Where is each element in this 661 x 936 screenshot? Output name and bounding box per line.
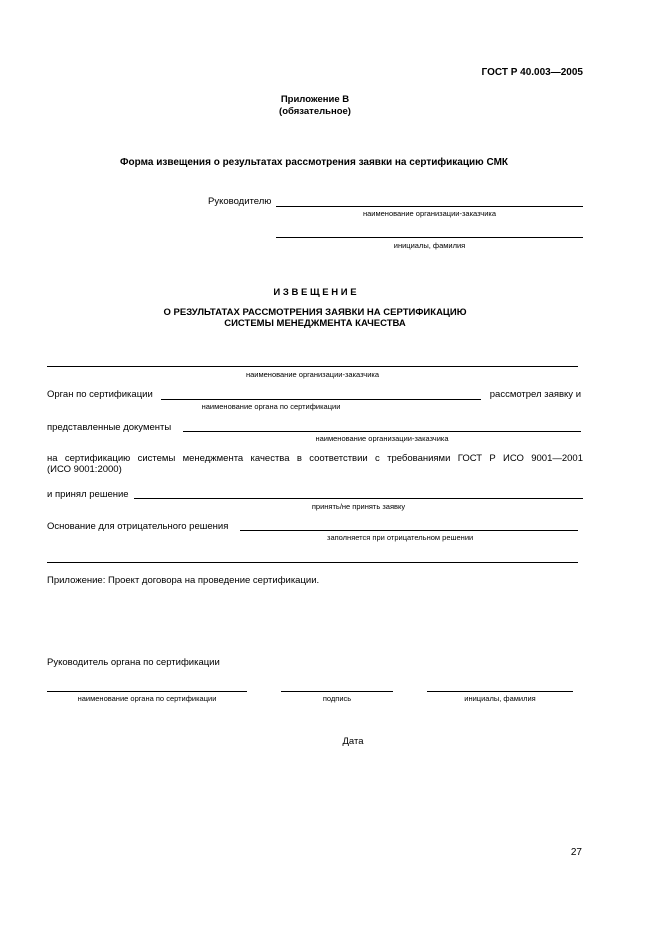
cert-body-label: Орган по сертификации: [47, 389, 153, 400]
reviewed-label: рассмотрел заявку и: [489, 389, 581, 400]
requirements-text: на сертификацию системы менеджмента качества в соответствии с требованиями ГОСТ Р ИСО 9001—2001: [47, 453, 583, 464]
standard-code: ГОСТ Р 40.003—2005: [481, 67, 583, 78]
notice-subheading-2: СИСТЕМЫ МЕНЕДЖМЕНТА КАЧЕСТВА: [224, 318, 406, 329]
appendix-status: (обязательное): [279, 106, 351, 117]
addressee-org-line: [276, 206, 583, 207]
caption-grounds: заполняется при отрицательном решении: [327, 533, 474, 542]
caption-customer-org: наименование организации-заказчика: [245, 370, 380, 379]
caption-signature-name: инициалы, фамилия: [464, 694, 536, 703]
notice-subheading-1: О РЕЗУЛЬТАТАХ РАССМОТРЕНИЯ ЗАЯВКИ НА СЕРТИФИКАЦИЮ: [163, 307, 467, 318]
caption-signature-body: наименование органа по сертификации: [77, 694, 217, 703]
signature-name-line: [427, 691, 573, 692]
cert-body-line: [161, 399, 481, 400]
caption-addressee-org: наименование организации-заказчика: [362, 209, 497, 218]
addressee-name-line: [276, 237, 583, 238]
grounds-label: Основание для отрицательного решения: [47, 521, 229, 532]
notice-heading: И З В Е Щ Е Н И Е: [273, 287, 357, 298]
submitted-label: представленные документы: [47, 422, 172, 433]
caption-signature-sign: подпись: [322, 694, 352, 703]
appendix-title: Приложение В: [280, 94, 350, 105]
signature-sign-line: [281, 691, 393, 692]
signature-body-line: [47, 691, 247, 692]
addressee-label: Руководителю: [208, 196, 272, 207]
form-title: Форма извещения о результатах рассмотрения заявки на сертификацию СМК: [119, 157, 509, 168]
page-number: 27: [570, 847, 582, 858]
decision-line: [134, 498, 583, 499]
signature-label: Руководитель органа по сертификации: [47, 657, 220, 668]
attachment-text: Приложение: Проект договора на проведение сертификации.: [47, 575, 320, 586]
grounds-line: [240, 530, 578, 531]
requirements-text-2: (ИСО 9001:2000): [47, 464, 122, 475]
date-label: Дата: [342, 736, 364, 747]
caption-cert-body: наименование органа по сертификации: [201, 402, 341, 411]
caption-submitted-org: наименование организации-заказчика: [315, 434, 449, 443]
decision-label: и принял решение: [47, 489, 129, 500]
grounds-line-2: [47, 562, 578, 563]
submitted-org-line: [183, 431, 581, 432]
caption-decision: принять/не принять заявку: [311, 502, 406, 511]
customer-org-line: [47, 366, 578, 367]
caption-addressee-name: инициалы, фамилия: [393, 241, 466, 250]
